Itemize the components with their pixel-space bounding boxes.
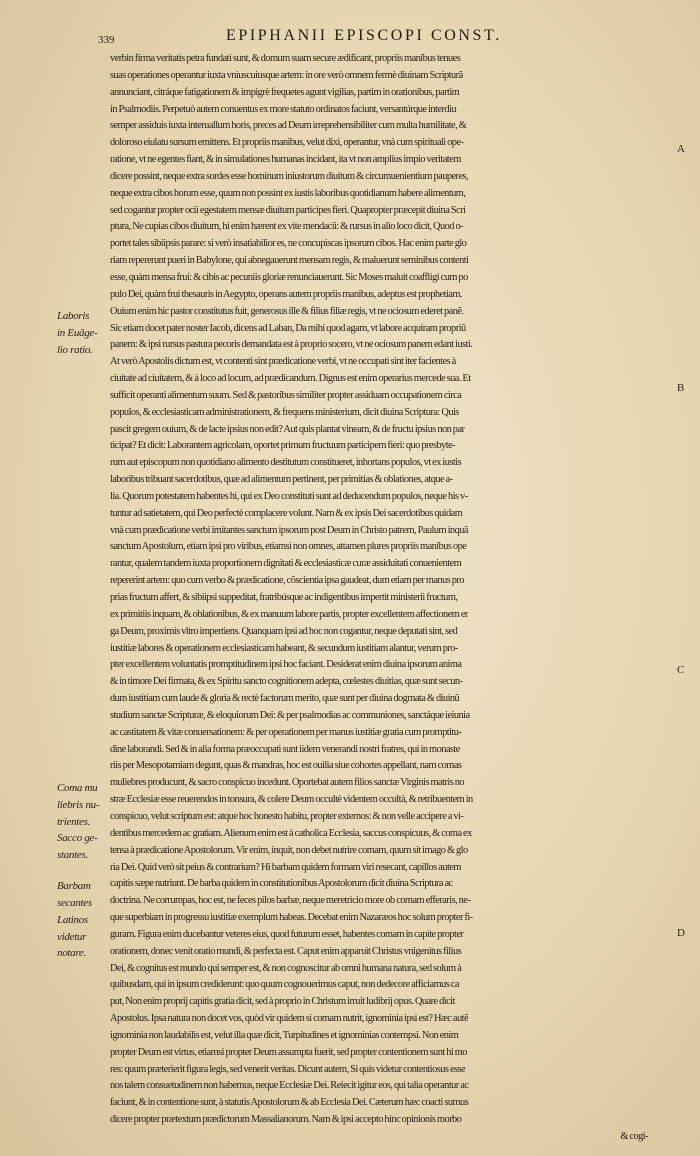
- text-line: sed cogantur propter ocii egestatem mensæ diuitum participes fieri. Quapropter præcepit diuina Scri: [110, 204, 466, 216]
- text-line: capitis sæpe nutriunt. De barba quidem in constitutionibus Apostolorum dicit diuina Scriptura ac: [110, 878, 453, 890]
- text-line: tuntur ad satietatem, qui Deo perfectè complacere volunt. Nam & ex ipsis Dei sacerdotibus quidam: [110, 507, 463, 519]
- side-note-laboris: [57, 308, 109, 359]
- side-note-sacco: [57, 830, 109, 864]
- text-line: studium sanctæ Scripturæ, & eloquiorum Dei: & per psalmodias ac communiones, sanctáque ieiunia: [110, 709, 470, 721]
- text-line: pter excellentem voluntatis promptitudinem ipsi hoc faciant. Desiderat enim diuina ipsorum anima: [110, 659, 462, 671]
- text-line: que superbiam in progressu iustitiæ exemplum habeas. Decebat enim Nazaræos hoc solum propter fi-: [110, 912, 473, 924]
- text-line: ga Deum, proximis vltro impertiens. Quanquam ipsi ad hoc non cogantur, neque deputati sint, sed: [110, 625, 458, 637]
- text-line: dentibus mercedem ac gratiam. Alienum enim est à catholica Ecclesia, saccus conspicuus, & coma ex: [110, 827, 472, 839]
- text-line: in Psalmodiis. Perpetuò autem conuentus ex more statuto ordinatos faciunt, versantúrque interdiu: [110, 103, 456, 115]
- text-line: ex primitiis inquam, & oblationibus, & ex manuum labore partis, propter excellentem affectionem er: [110, 608, 468, 620]
- running-head: EPIPHANII EPISCOPI CONST.: [226, 27, 502, 44]
- body-text-block: [110, 51, 652, 1142]
- text-line: riam repererunt pueri in Babylone, qui abnegauerunt mensam regis, & maluerunt seminibus contenti: [110, 255, 469, 267]
- text-line: ciuitate ad ciuitatem, & à loco ad locum, ad prædicandum. Dignus est enim operarius mercede sua. Et: [110, 373, 471, 385]
- text-line: & in timore Dei firmata, & ex Spiritu sancto cognitionem adepta, cœlestes diuitias, quæ sunt secun-: [110, 676, 463, 688]
- section-letter-b: B: [677, 382, 685, 394]
- text-line: dicere propter prætextum prædictorum Massalianorum. Nam & ipsi accepto hinc opinionis morbo: [110, 1114, 462, 1126]
- side-note-line: Coma mu: [57, 782, 98, 794]
- text-line: ignominia non laudabilis est, velut illa quæ dicit, Turpitudines et ignominias contempsi. Non enim: [110, 1029, 459, 1041]
- text-line: pulo Dei, quàm frui thesauris in Aegypto, operans autem propriis manibus, adeptus est prophetiam.: [110, 288, 462, 300]
- text-line: repererint artem: quo cum verbo & prædicatione, cõscientia ipsa gaudeat, dum etiam per manus pro: [110, 575, 464, 587]
- text-line: put, Non enim proprij capitis gratia dicit, sed à proprio in Christum irruit ludibrij opus. Quare dicit: [110, 996, 455, 1008]
- text-line: rantur, qualem tandem iuxta proportionem dignitati & ecclesiasticæ curæ assiduitati conuenientem: [110, 558, 462, 570]
- text-line: faciunt, & in contentione sunt, à statutis Apostolorum & ab Ecclesia Dei. Cæterum hæc coacti sumus: [110, 1097, 469, 1109]
- text-line: orationem, donec venit oratio mundi, & perfecta est. Caput enim apparuit Christus vnigenitus filius: [110, 945, 462, 957]
- text-line: stræ Ecclesiæ esse reuerendos in tonsura, & colere Deum occultè videntem occultà, & retribuentem in: [110, 794, 473, 806]
- text-line: semper assiduis iuxta interuallum horis, preces ad Deum irreprehensibiliter cum multa humilitate, &: [110, 120, 467, 132]
- text-line: neque extra cibos horum esse, quum non possint ex iustis laboribus quotidianum habere alimentum,: [110, 187, 466, 199]
- text-line: populos, & ecclesiasticam administrationem, & frequens ministerium, dicit diuina Scriptura: Quis: [110, 406, 459, 418]
- section-letter-a: A: [677, 143, 685, 155]
- text-line: conspicuo, velut scriptum est: atque hoc honesto habitu, propter externos: & non velle accipere a vi-: [110, 810, 464, 822]
- text-line: dine laborandi. Sed & in alia forma præoccupati sunt iidem venerandi nostri fratres, qui in monaste: [110, 743, 460, 755]
- side-note-coma: [57, 780, 109, 831]
- text-line: riis per Mesopotamiam degunt, quas & mandras, hoc est ouilia siue cohortes appellant, nam comas: [110, 760, 462, 772]
- text-line: sanctum Apostolum, etiam ipsi pro viribus, etiamsi non omnes, attamen plures propriis manibus ope: [110, 541, 467, 553]
- text-line: ratione, vt ne egentes fiant, & in simulationes humanas incidant, ita vt non amplius impio veritatem: [110, 154, 461, 166]
- text-line: ria Dei. Quid verò sit peius & contrarium? Hi barbam quidem formam viri resecant, capillos autem: [110, 861, 461, 873]
- text-line: laboribus tribuant sacerdotibus, quæ ad alimentum pertinent, per primitias & oblationes, atque a-: [110, 474, 453, 486]
- text-line: esse, quàm mensa frui: & cibis ac pecuniis gloriæ renunciauerunt. Sic Moses maluit coaffligi cum po: [110, 271, 468, 283]
- text-line: propter Deum est virtus, etiamsi propter Deum assumpta fuerit, sed propter contentionem sunt hi mo: [110, 1046, 467, 1058]
- text-line: ac castitatem & vitæ conuersationem: & per operationem per manus iustitiæ gratia cum promptitu-: [110, 726, 462, 738]
- text-line: iustitiæ labores & operationem ecclesiasticam habeant, & secundum iustitiam alantur, verum pro-: [110, 642, 458, 654]
- text-line: suas operationes operantur iuxta vniuscuiusque artem: in ore verò omnem fermè diuinam Scripturã: [110, 69, 463, 81]
- side-note-line: Latinos: [57, 913, 88, 926]
- side-note-line: lio ratio.: [57, 343, 93, 356]
- text-line: muliebres producunt, & sacro conspicuo incedunt. Oportebat autem filios sanctæ Virginis matris no: [110, 777, 465, 789]
- side-note-line: trientes.: [57, 815, 91, 828]
- text-line: vnà cum prædicatione verbi imitantes sanctum ipsorum post Deum in Christo patrem, Paulum inquã: [110, 524, 468, 536]
- side-note-barbam: [57, 878, 109, 962]
- side-note-line: notare.: [57, 947, 86, 960]
- side-note-line: Laboris: [57, 310, 90, 322]
- text-line: doloroso eiulatu sursum emittens. Et propriis manibus, velut dixi, operantur, vnà cum spirituali ope-: [110, 137, 464, 149]
- text-line: quibusdam, qui in ipsum crediderunt: quo quum cognouerimus caput, non dedecore afficiamus ca: [110, 979, 459, 991]
- side-note-line: in Euãge-: [57, 326, 98, 339]
- side-note-line: Sacco ge-: [57, 832, 98, 844]
- page-number: 339: [98, 34, 115, 46]
- text-line: nos talem consuetudinem non habemus, neque Ecclesiæ Dei. Reiecit igitur eos, qui talia operantur ac: [110, 1080, 469, 1092]
- text-line: At verò Apostolis dictum est, vt contenti sint prædicatione verbi, vt ne occupati sint iter facientes à: [110, 356, 456, 368]
- text-line: ticipat? Et dicit: Laborantem agricolam, oportet primum fructuum participem fieri: quo presbyte-: [110, 440, 456, 452]
- text-line: panem: & ipsi rursus pastura pecoris demandata est à proprio socero, vt ne ociosum panem edant iusti.: [110, 339, 473, 351]
- text-line: annunciant, citráque fatigationem & impigrè frequetes agunt vigilias, partim in orationibus, partim: [110, 86, 460, 98]
- text-line: pascit gregem ouium, & de lacte ipsius non edit? Aut quis plantat vineam, & de fructu ipsius non par: [110, 423, 465, 435]
- text-line: Dei, & cognitus est mundo qui semper est, & non cognoscitur ab omni humana natura, sed solum à: [110, 962, 462, 974]
- catchword: & cogi-: [620, 1131, 648, 1142]
- side-note-line: Barbam: [57, 880, 91, 892]
- text-line: Apostolus. Ipsa natura non docet vos, quòd vir quidem si comam nutrit, ignominia ipsi est? Hæc autẽ: [110, 1013, 469, 1025]
- text-line: ptura, Ne cupias cibos diuitum, hi enim hærent ex vite mendacii: & rursus in alio loco dicit, Quod o-: [110, 221, 464, 233]
- section-letter-c: C: [677, 664, 685, 676]
- text-line: dicere possint, neque extra sordes esse hominum iniustorum diuitum & circumuenientium pauperes,: [110, 170, 469, 182]
- text-line: rum aut episcopum non quotidiano alimento destitutum constitueret, inhortans populos, vt ex iustis: [110, 457, 462, 469]
- side-note-line: liebris nu-: [57, 798, 100, 811]
- text-line: verbin firma veritatis petra fundati sunt, & domum suam secure ædificant, propriis manibus tenues: [110, 53, 461, 64]
- text-line: guram. Figura enim ducebantur veteres eius, quod futurum esset, habentes comam in capite propter: [110, 928, 464, 940]
- text-line: doctrina. Ne corrumpas, hoc est, ne feces pilos barbæ, neque meretricio more ob comam efferaris, ne-: [110, 895, 471, 907]
- text-line: Sic etiam docet pater noster Iacob, dicens ad Laban, Da mihi quod agam, vt labore acquiram propriũ: [110, 322, 466, 334]
- text-line: Ouium enim hic pastor constitutus fuit, generosus ille & filius filiæ regis, vt ne ociosum ederet panẽ.: [110, 305, 464, 317]
- side-note-line: stantes.: [57, 848, 88, 861]
- text-line: res: quum præterierit figura legis, sed venerit veritas. Dicunt autem, Si quis videtur contentiosus esse: [110, 1063, 466, 1075]
- text-line: tensa à prædicatione Apostolorum. Vir enim, inquit, non debet nutrire comam, quum sit imago & glo: [110, 844, 468, 856]
- section-letter-d: D: [677, 927, 685, 939]
- text-line: sufficit operanti alimentum suum. Sed & pastoribus similiter propter assiduam occupationem circa: [110, 389, 462, 401]
- side-note-line: secantes: [57, 896, 92, 909]
- text-line: portet tales sibiipsis parare: si verò insatiabilior es, ne concupiscas ipsorum cibos. Hac enim parte glo: [110, 238, 467, 250]
- text-line: dum iustitiam cum laude & gloria & rectè factorum merito, quæ sunt per diuina dogmata & diuinũ: [110, 693, 460, 705]
- text-line: prias fructum affert, & sibiipsi suppeditat, fratribúsque ac indigentibus impertit ministerii fructum,: [110, 592, 458, 603]
- text-line: lia. Quorum potestatem habentes hi, qui ex Deo constituti sunt ad deducendum populos, neque his v-: [110, 490, 468, 502]
- side-note-line: videtur: [57, 930, 87, 943]
